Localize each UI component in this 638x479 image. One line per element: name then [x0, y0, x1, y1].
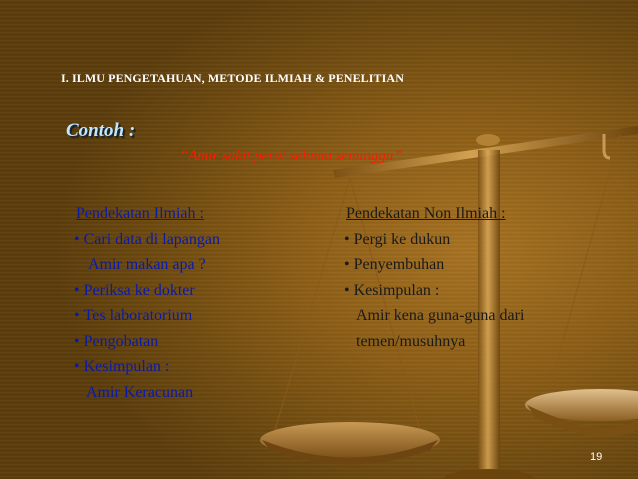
list-item: • Pengobatan [76, 329, 220, 355]
page-number: 19 [590, 451, 603, 463]
non-scientific-approach-column [346, 201, 524, 354]
example-quote: “Amir sakit perut selama seminggu” [180, 148, 402, 164]
list-item: • Pergi ke dukun [346, 227, 524, 253]
list-item: • Cari data di lapangan [76, 227, 220, 253]
slide-heading: I. ILMU PENGETAHUAN, METODE ILMIAH & PENELITIAN [61, 71, 404, 85]
list-item: temen/musuhnya [356, 332, 466, 350]
list-item: Amir kena guna-guna dari [356, 307, 525, 324]
example-label: Contoh : [66, 120, 136, 141]
list-item: • Kesimpulan : [346, 278, 524, 304]
list-item: • Kesimpulan : [76, 354, 220, 380]
scientific-approach-title: Pendekatan Ilmiah : [76, 205, 204, 222]
list-item: • Penyembuhan [346, 252, 524, 278]
list-item: Amir makan apa ? [88, 256, 206, 273]
list-item: • Periksa ke dokter [76, 278, 220, 304]
list-item: • Tes laboratorium [76, 303, 220, 329]
list-item: Amir Keracunan [86, 383, 194, 401]
scientific-approach-column [76, 201, 220, 405]
non-scientific-approach-title: Pendekatan Non Ilmiah : [346, 205, 506, 222]
